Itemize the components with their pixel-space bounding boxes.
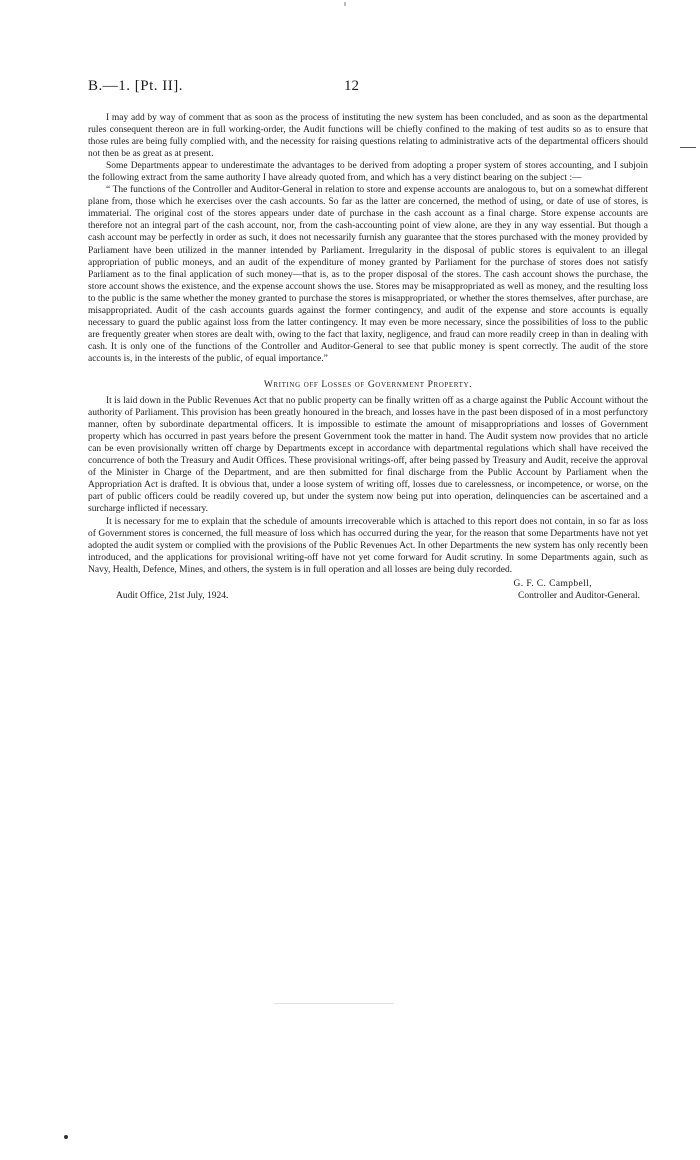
margin-mark <box>680 147 696 148</box>
faint-rule <box>274 1003 394 1004</box>
paragraph-writing-off: It is laid down in the Public Revenues Act that no public property can be finally written off as a charge against the Public Account without the authority of Parliament. This provision has been greatly honoured in the breach, and losses have in the past been disposed of in a most perfunctory manner, often by subordinate departmental officers. It is impossible to estimate the amount of misappropriations and losses of Government property which has occurred in past years before the present Government took the matter in hand. The Audit system now provides that no article can be even provisionally written off charge by Departments except in accordance with departmental regulations which shall have received the concurrence of both the Treasury and Audit Offices. These provisional writings-off, after being passed by Treasury and Audit, receive the approval of the Minister in Charge of the Department, and are then submitted for final discharge from the Public Account by Parliament when the Appropriation Act is drafted. It is obvious that, under a loose system of writing off, losses due to carelessness, or incompetence, or worse, on the part of public officers could be readily covered up, but under the system now being put into operation, delinquencies can be ascertained and a surcharge inflicted if necessary. <box>88 396 648 515</box>
signoff-block <box>88 578 648 620</box>
section-heading: Writing off Losses of Government Property. <box>263 379 473 390</box>
signoff-place-date: Audit Office, 21st July, 1924. <box>116 590 229 601</box>
page-header <box>88 78 648 102</box>
document-reference: B.—1. [Pt. II]. <box>88 78 183 94</box>
page-body <box>88 112 648 620</box>
paragraph-quoted-extract: “ The functions of the Controller and Auditor-General in relation to store and expense accounts are analogous to, but on a somewhat different plane from, those which he exercises over the cash accounts. So far as the latter are concerned, the method of using, or date of use of stores, is immaterial. The original cost of the stores appears under date of purchase in the cash account as a final charge. Store expense accounts are therefore not an integral part of the cash account, nor, from the cash-accounting point of view alone, are they in any way essential. But though a cash account may be perfectly in order as such, it does not necessarily furnish any guarantee that the stores purchased with the money provided by Parliament have been utilized in the manner intended by Parliament. Irregularity in the disposal of public stores is equivalent to an illegal appropriation of public moneys, and an audit of the expenditure of money granted by Parliament for the purchase of stores does not satisfy Parliament as to the final application of such money—that is, as to the proper disposal of the stores. The cash account shows the purchase, the store account shows the existence, and the expense account shows the use. Stores may be misappropriated as well as money, and the resulting loss to the public is the same whether the money granted to purchase the stores is misappropriated, or whether the stores themselves, after purchase, are misappropriated. Audit of the cash accounts guards against the former contingency, and audit of the expense and store accounts is equally necessary to guard the public against loss from the latter contingency. It may even be more necessary, since the possibilities of loss to the public are frequently greater when stores are dealt with, owing to the fact that laxity, negligence, and fraud can more readily creep in than in dealing with cash. It is only one of the functions of the Controller and Auditor-General to see that public money is spent correctly. The audit of the store accounts is, in the interests of the public, of equal importance.” <box>88 185 648 364</box>
paragraph-schedule: It is necessary for me to explain that the schedule of amounts irrecoverable which is attached to this report does not contain, in so far as loss of Government stores is concerned, the full measure of loss which has occurred during the year, for the reason that some Departments have not yet adopted the audit system or complied with the provisions of the Public Revenues Act. In other Departments the new system has only recently been introduced, and the applications for provisional writing-off have not yet come forward for Audit scrutiny. In some Departments again, such as Navy, Health, Defence, Mines, and others, the system is in full operation and all losses are being duly recorded. <box>88 516 648 575</box>
signoff-name: G. F. C. Campbell, <box>513 578 592 589</box>
paragraph-stores-intro: Some Departments appear to underestimate the advantages to be derived from adopting a proper system of stores accounting, and I subjoin the following extract from the same authority I have already quoted from, and which has a very distinct bearing on the subject :— <box>88 161 648 184</box>
page-number: 12 <box>344 78 359 94</box>
signoff-title: Controller and Auditor-General. <box>518 590 640 601</box>
top-speck <box>344 2 346 6</box>
paragraph-comment: I may add by way of comment that as soon as the process of instituting the new system has been concluded, and as soon as the departmental rules consequent thereon are in full working-order, the Audit functions will be chiefly confined to the making of test audits so as to ensure that those rules are being fully complied with, and the necessity for raising questions relating to administrative acts of the departmental officers should not then be as great as at present. <box>88 113 648 160</box>
page-speck <box>64 1135 68 1139</box>
